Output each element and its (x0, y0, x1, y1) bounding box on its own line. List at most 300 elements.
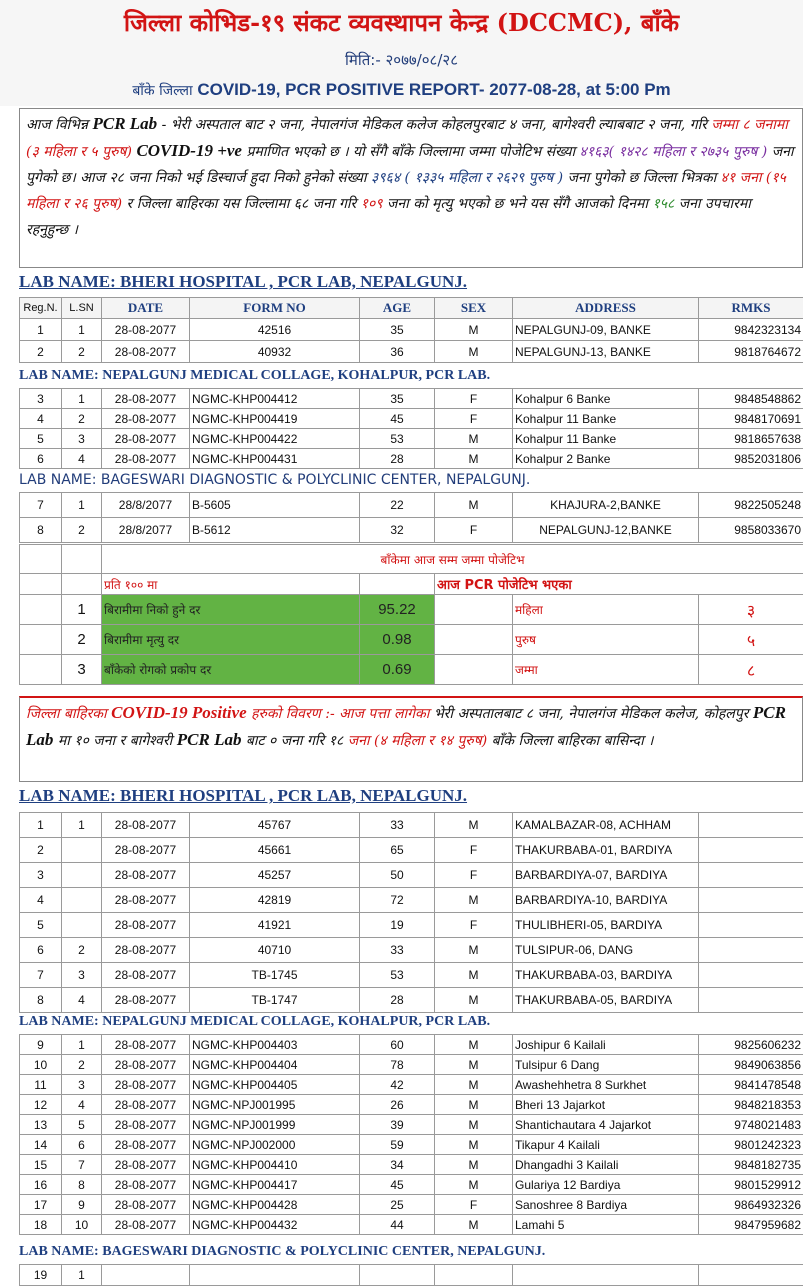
table-cell: Kohalpur 11 Banke (513, 429, 699, 449)
table-row (20, 963, 803, 988)
lab-title-bheri: LAB NAME: BHERI HOSPITAL , PCR LAB, NEPALGUNJ. (19, 272, 803, 296)
table-cell: 35 (360, 389, 435, 409)
table-cell: 53 (360, 963, 435, 988)
today-pcr-label: आज PCR पोजेटिभ भएका (435, 574, 803, 595)
column-header: FORM NO (190, 298, 360, 319)
table-cell: M (435, 888, 513, 913)
lab3-table (19, 492, 803, 543)
outside-text: जिल्ला बाहिरका (26, 706, 107, 722)
table-cell: 9848548862 (699, 389, 803, 409)
column-header: RMKS (699, 298, 803, 319)
table-cell: 1 (62, 1035, 102, 1055)
table-cell: 9822505248 (699, 493, 803, 518)
table-cell: 3 (20, 389, 62, 409)
table-row (20, 888, 803, 913)
table-row (20, 813, 803, 838)
stat-cell: 1 (62, 595, 102, 625)
table-cell: 2 (62, 1055, 102, 1075)
table-cell: 17 (20, 1195, 62, 1215)
table-row (20, 863, 803, 888)
intro-text: १०९ (360, 196, 383, 212)
table-cell: 28-08-2077 (102, 963, 190, 988)
table-cell: NEPALGUNJ-09, BANKE (513, 319, 699, 341)
stat-cell: ८ (699, 655, 803, 685)
table-cell: 1 (62, 389, 102, 409)
intro-text: COVID-19 +ve (136, 141, 242, 160)
table-cell: 12 (20, 1095, 62, 1115)
table-cell (699, 913, 803, 938)
table-cell: Kohalpur 2 Banke (513, 449, 699, 469)
report-subtitle (0, 80, 803, 100)
table-cell: 28-08-2077 (102, 838, 190, 863)
table-cell: 19 (360, 913, 435, 938)
stat-cell: बाँकेको रोगको प्रकोप दर (102, 655, 360, 685)
table-cell: 18 (20, 1215, 62, 1235)
stat-cell: ३ (699, 595, 803, 625)
per-hundred-label: प्रति १०० मा (102, 574, 360, 595)
stat-row (20, 655, 803, 685)
table-cell: 45661 (190, 838, 360, 863)
table-cell: NGMC-KHP004428 (190, 1195, 360, 1215)
table-cell: 28-08-2077 (102, 319, 190, 341)
intro-text: यो सँगै बाँके जिल्लामा जम्मा पोजेटिभ संख्या (353, 144, 576, 160)
intro-text: प्रमाणित भएको छ । (246, 144, 349, 160)
table-row (20, 493, 803, 518)
table-cell (699, 938, 803, 963)
table-cell: 34 (360, 1155, 435, 1175)
table-cell: 10 (62, 1215, 102, 1235)
table-cell: KAMALBAZAR-08, ACHHAM (513, 813, 699, 838)
outside-text: मा १० जना र बागेश्वरी (57, 733, 173, 749)
stat-cell: 95.22 (360, 595, 435, 625)
column-header: L.SN (62, 298, 102, 319)
table-cell: 6 (62, 1135, 102, 1155)
table-cell: Kohalpur 6 Banke (513, 389, 699, 409)
table-cell: 28-08-2077 (102, 1095, 190, 1115)
table-cell: 28-08-2077 (102, 813, 190, 838)
table-cell: M (435, 988, 513, 1013)
table-cell (699, 863, 803, 888)
outside-text: PCR Lab (26, 703, 786, 749)
table-cell: 45 (360, 409, 435, 429)
intro-text: र जिल्ला बाहिरका यस जिल्लामा ६८ जना गरि (126, 196, 357, 212)
table-cell: 25 (360, 1195, 435, 1215)
table-row (20, 1195, 803, 1215)
table-cell: 1 (20, 813, 62, 838)
report-header (0, 0, 803, 106)
table-cell: 2 (62, 341, 102, 363)
table-cell: 16 (20, 1175, 62, 1195)
table-cell: 28-08-2077 (102, 1055, 190, 1075)
stat-cell: जम्मा (513, 655, 699, 685)
table-cell: 78 (360, 1055, 435, 1075)
table-cell: 42516 (190, 319, 360, 341)
table-cell: TB-1745 (190, 963, 360, 988)
table-cell: NGMC-KHP004405 (190, 1075, 360, 1095)
table-cell (62, 888, 102, 913)
stat-cell (435, 595, 513, 625)
lab1-body (20, 319, 803, 363)
outside-lab-title-ngmc: LAB NAME: NEPALGUNJ MEDICAL COLLAGE, KOHALPUR, PCR LAB. (19, 1014, 803, 1034)
table-row (20, 988, 803, 1013)
table-cell: 4 (62, 1095, 102, 1115)
table-cell: NGMC-KHP004432 (190, 1215, 360, 1235)
table-cell: TULSIPUR-06, DANG (513, 938, 699, 963)
table-cell: 9864932326 (699, 1195, 803, 1215)
stat-cell: 0.69 (360, 655, 435, 685)
table-cell: NGMC-KHP004412 (190, 389, 360, 409)
table-row (20, 409, 803, 429)
table-cell: 1 (62, 493, 102, 518)
stat-cell: महिला (513, 595, 699, 625)
intro-text: जना उपचारमा रहनुहुन्छ । (26, 196, 751, 238)
table-cell: 28-08-2077 (102, 341, 190, 363)
table-cell: NGMC-KHP004431 (190, 449, 360, 469)
table-cell: F (435, 913, 513, 938)
outside-lab1-table (19, 812, 803, 1013)
table-cell: M (435, 493, 513, 518)
table-cell: THAKURBABA-05, BARDIYA (513, 988, 699, 1013)
table-row (20, 1155, 803, 1175)
table-cell: 42819 (190, 888, 360, 913)
table-cell: 9842323134 (699, 319, 803, 341)
table-cell: 9818657638 (699, 429, 803, 449)
table-cell: 28-08-2077 (102, 1195, 190, 1215)
outside-text: जना (४ महिला र १४ पुरुष) (347, 733, 488, 749)
table-cell (360, 1265, 435, 1286)
table-cell: 9801242323 (699, 1135, 803, 1155)
table-cell: M (435, 1175, 513, 1195)
stat-cell (435, 655, 513, 685)
intro-text: ३९६४ ( १३३५ महिला र २६२९ पुरुष ) (370, 170, 564, 186)
table-cell: 8 (20, 988, 62, 1013)
outside-lab2-table (19, 1034, 803, 1235)
table-cell: M (435, 1215, 513, 1235)
table-cell: 4 (62, 449, 102, 469)
outside-text: PCR Lab (176, 730, 242, 749)
stat-cell (20, 595, 62, 625)
table-cell: M (435, 1155, 513, 1175)
table-cell: 28/8/2077 (102, 493, 190, 518)
table-cell: 72 (360, 888, 435, 913)
table-cell: Gulariya 12 Bardiya (513, 1175, 699, 1195)
table-cell: 28-08-2077 (102, 863, 190, 888)
table-cell: 3 (62, 1075, 102, 1095)
outside-paragraph (19, 696, 803, 782)
table-cell: NGMC-NPJ002000 (190, 1135, 360, 1155)
table-row (20, 1075, 803, 1095)
table-cell: 28-08-2077 (102, 1035, 190, 1055)
intro-text: आज विभिन्न (26, 117, 89, 133)
table-cell: KHAJURA-2,BANKE (513, 493, 699, 518)
stat-cell: ५ (699, 625, 803, 655)
table-cell: TB-1747 (190, 988, 360, 1013)
table-cell: 9748021483 (699, 1115, 803, 1135)
table-cell: 6 (20, 938, 62, 963)
summary-table (19, 544, 803, 685)
table-cell: 22 (360, 493, 435, 518)
table-cell: 28-08-2077 (102, 1135, 190, 1155)
intro-paragraph (19, 108, 803, 268)
intro-text: - भेरी अस्पताल बाट २ जना, नेपालगंज मेडिकल कलेज कोहलपुरबाट ४ जना, बागेश्वरी ल्याबबाट २ जना, गरि (161, 117, 707, 133)
outside-text: बाँके जिल्ला बाहिरका बासिन्दा । (491, 733, 654, 749)
table-cell: 15 (20, 1155, 62, 1175)
table-cell: M (435, 319, 513, 341)
table-row (20, 518, 803, 543)
table-cell: 3 (62, 429, 102, 449)
table-cell (102, 1265, 190, 1286)
outside-text: बाट ० जना गरि १८ (245, 733, 344, 749)
table-cell: M (435, 429, 513, 449)
table-cell: NGMC-KHP004404 (190, 1055, 360, 1075)
table-cell: 9848182735 (699, 1155, 803, 1175)
table-cell: 4 (20, 409, 62, 429)
table-cell: Kohalpur 11 Banke (513, 409, 699, 429)
table-cell: Joshipur 6 Kailali (513, 1035, 699, 1055)
table-cell: 9847959682 (699, 1215, 803, 1235)
table-cell: 39 (360, 1115, 435, 1135)
table-cell: 45767 (190, 813, 360, 838)
table-row (20, 1215, 803, 1235)
table-cell: 13 (20, 1115, 62, 1135)
table-cell: F (435, 1195, 513, 1215)
column-header: SEX (435, 298, 513, 319)
table-cell: Tulsipur 6 Dang (513, 1055, 699, 1075)
table-row (20, 1175, 803, 1195)
table-cell: Bheri 13 Jajarkot (513, 1095, 699, 1115)
table-cell: F (435, 409, 513, 429)
table-cell: 33 (360, 813, 435, 838)
stat-cell: 0.98 (360, 625, 435, 655)
table-cell: 28 (360, 449, 435, 469)
lab1-table (19, 297, 803, 363)
table-cell: Sanoshree 8 Bardiya (513, 1195, 699, 1215)
lab2-table (19, 388, 803, 469)
table-cell: BARBARDIYA-07, BARDIYA (513, 863, 699, 888)
column-header: AGE (360, 298, 435, 319)
stat-row (20, 625, 803, 655)
table-cell: NEPALGUNJ-12,BANKE (513, 518, 699, 543)
table-cell: 9818764672 (699, 341, 803, 363)
table-row (20, 341, 803, 363)
table-cell: F (435, 863, 513, 888)
table-cell: F (435, 389, 513, 409)
table-cell: 2 (62, 518, 102, 543)
table-cell: 9849063856 (699, 1055, 803, 1075)
table-cell: 65 (360, 838, 435, 863)
outside-text: भेरी अस्पतालबाट ८ जना, नेपालगंज मेडिकल कलेज, कोहलपुर (433, 706, 749, 722)
table-cell: M (435, 813, 513, 838)
table-cell: 59 (360, 1135, 435, 1155)
table-cell: F (435, 838, 513, 863)
table-cell: Lamahi 5 (513, 1215, 699, 1235)
table-cell: M (435, 1115, 513, 1135)
table-cell (699, 1265, 803, 1286)
table-cell: 2 (20, 341, 62, 363)
stat-row (20, 595, 803, 625)
stat-cell: 3 (62, 655, 102, 685)
stat-cell: बिरामीमा मृत्यु दर (102, 625, 360, 655)
table-cell (699, 963, 803, 988)
table-cell: 7 (20, 963, 62, 988)
table-cell: 28-08-2077 (102, 1115, 190, 1135)
table-cell (513, 1265, 699, 1286)
table-cell: M (435, 1055, 513, 1075)
table-cell: NGMC-KHP004410 (190, 1155, 360, 1175)
table-row (20, 1135, 803, 1155)
table-cell: 10 (20, 1055, 62, 1075)
outside-lab3-table (19, 1264, 803, 1286)
table-cell: NGMC-KHP004403 (190, 1035, 360, 1055)
column-header: DATE (102, 298, 190, 319)
table-cell: 3 (20, 863, 62, 888)
table-cell: THULIBHERI-05, BARDIYA (513, 913, 699, 938)
table-row (20, 938, 803, 963)
stat-cell (20, 625, 62, 655)
table-cell: 26 (360, 1095, 435, 1115)
table-row (20, 429, 803, 449)
table-cell: THAKURBABA-03, BARDIYA (513, 963, 699, 988)
table-cell: 45257 (190, 863, 360, 888)
table-cell: 8 (20, 518, 62, 543)
table-cell: 9 (20, 1035, 62, 1055)
table-cell: F (435, 518, 513, 543)
table-cell: 33 (360, 938, 435, 963)
intro-text: १५८ (652, 196, 675, 212)
table-cell (699, 813, 803, 838)
table-row (20, 838, 803, 863)
lab-title-bageswari: LAB NAME: BAGESWARI DIAGNOSTIC & POLYCLINIC CENTER, NEPALGUNJ. (19, 472, 803, 492)
table-cell (62, 863, 102, 888)
table-cell: 5 (62, 1115, 102, 1135)
table-cell: B-5605 (190, 493, 360, 518)
table-cell: 28-08-2077 (102, 938, 190, 963)
table-cell: Awashehhetra 8 Surkhet (513, 1075, 699, 1095)
intro-text: जम्मा ८ जनामा (३ महिला र ५ पुरुष) (26, 117, 788, 160)
table-cell: 19 (20, 1265, 62, 1286)
outside-text: हरुको विवरण :- आज पत्ता लागेका (251, 706, 430, 722)
table-cell: 8 (62, 1175, 102, 1195)
outside-lab-title-bageswari: LAB NAME: BAGESWARI DIAGNOSTIC & POLYCLINIC CENTER, NEPALGUNJ. (19, 1244, 803, 1264)
table-cell: 28-08-2077 (102, 988, 190, 1013)
table-cell: 1 (20, 319, 62, 341)
total-positive-label: बाँकेमा आज सम्म जम्मा पोजेटिभ (102, 545, 803, 574)
table-cell: 5 (20, 913, 62, 938)
table-cell: 28-08-2077 (102, 888, 190, 913)
stat-cell (20, 655, 62, 685)
table-cell: NGMC-KHP004422 (190, 429, 360, 449)
table-row (20, 1055, 803, 1075)
table-cell: 28-08-2077 (102, 1075, 190, 1095)
table-cell: 40932 (190, 341, 360, 363)
table-cell: 45 (360, 1175, 435, 1195)
table-row (20, 913, 803, 938)
table-cell: 28-08-2077 (102, 429, 190, 449)
table-cell: NGMC-KHP004417 (190, 1175, 360, 1195)
table-cell: M (435, 1035, 513, 1055)
table-cell: 11 (20, 1075, 62, 1095)
table-cell: 14 (20, 1135, 62, 1155)
stat-cell (435, 625, 513, 655)
table-cell: NGMC-KHP004419 (190, 409, 360, 429)
table-cell (190, 1265, 360, 1286)
table-header-row (20, 298, 803, 319)
table-cell: NEPALGUNJ-13, BANKE (513, 341, 699, 363)
table-cell: 28 (360, 988, 435, 1013)
table-cell: Tikapur 4 Kailali (513, 1135, 699, 1155)
table-cell: 9848170691 (699, 409, 803, 429)
table-cell: 4 (62, 988, 102, 1013)
table-cell: 1 (62, 319, 102, 341)
table-cell: M (435, 1095, 513, 1115)
table-cell: 35 (360, 319, 435, 341)
table-cell: 40710 (190, 938, 360, 963)
table-cell: NGMC-NPJ001999 (190, 1115, 360, 1135)
column-header: Reg.N. (20, 298, 62, 319)
table-cell (699, 888, 803, 913)
intro-text: जना पुगेको छ। आज २८ जना निको भई डिस्चार्ज हुदा निको हुनेको संख्या (26, 144, 794, 186)
stat-cell: बिरामीमा निको हुने दर (102, 595, 360, 625)
table-cell: 42 (360, 1075, 435, 1095)
table-cell: 28-08-2077 (102, 409, 190, 429)
table-row (20, 449, 803, 469)
outside-text: COVID-19 Positive (111, 703, 247, 722)
table-cell: Dhangadhi 3 Kailali (513, 1155, 699, 1175)
table-cell: M (435, 1135, 513, 1155)
table-cell (699, 838, 803, 863)
table-cell: 2 (62, 409, 102, 429)
table-cell: 28-08-2077 (102, 1155, 190, 1175)
table-cell: Shantichautara 4 Jajarkot (513, 1115, 699, 1135)
table-cell: 36 (360, 341, 435, 363)
table-cell: 9801529912 (699, 1175, 803, 1195)
table-cell: 28-08-2077 (102, 449, 190, 469)
table-row (20, 1265, 803, 1286)
table-cell: 9852031806 (699, 449, 803, 469)
table-cell: 44 (360, 1215, 435, 1235)
report-date: मिति:- २०७७/०८/२८ (344, 51, 459, 69)
intro-text: ४१६३( १४२८ महिला र २७३५ पुरुष ) (579, 144, 768, 160)
table-cell: 28/8/2077 (102, 518, 190, 543)
table-cell: 28-08-2077 (102, 1175, 190, 1195)
table-cell: THAKURBABA-01, BARDIYA (513, 838, 699, 863)
table-cell: M (435, 449, 513, 469)
intro-text: जना पुगेको छ जिल्ला भित्रका (567, 170, 717, 186)
table-cell (435, 1265, 513, 1286)
report-district: बाँके जिल्ला (132, 83, 193, 99)
table-cell: 50 (360, 863, 435, 888)
table-cell (62, 913, 102, 938)
table-cell: 28-08-2077 (102, 1215, 190, 1235)
intro-text: ४१ जना (१५ महिला र २६ पुरुष) (26, 170, 786, 212)
table-cell: 32 (360, 518, 435, 543)
table-cell: 7 (62, 1155, 102, 1175)
table-cell: 41921 (190, 913, 360, 938)
table-cell (62, 838, 102, 863)
table-cell: M (435, 341, 513, 363)
table-cell: 9848218353 (699, 1095, 803, 1115)
outside-lab-title-bheri: LAB NAME: BHERI HOSPITAL , PCR LAB, NEPALGUNJ. (19, 786, 803, 810)
table-cell (699, 988, 803, 1013)
table-cell: 28-08-2077 (102, 913, 190, 938)
table-cell: 1 (62, 813, 102, 838)
table-cell: 60 (360, 1035, 435, 1055)
table-cell: B-5612 (190, 518, 360, 543)
table-cell: M (435, 963, 513, 988)
table-row (20, 389, 803, 409)
table-cell: M (435, 938, 513, 963)
table-cell: 9858033670 (699, 518, 803, 543)
